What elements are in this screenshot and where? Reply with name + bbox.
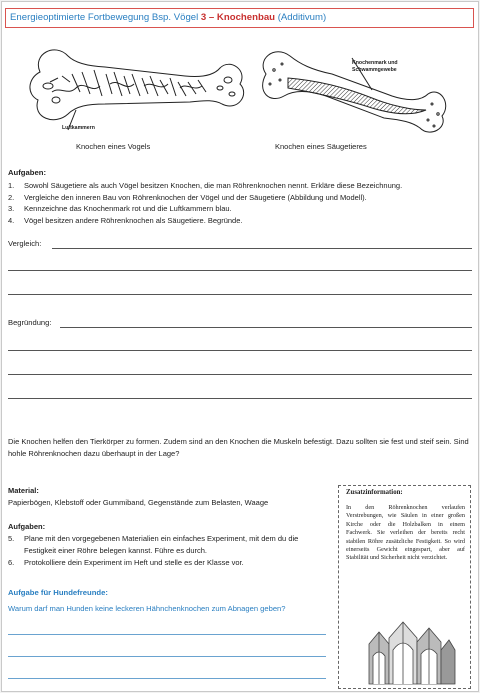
mammal-bone-caption: Knochen eines Säugetieres [275,142,367,151]
task-item: 2. Vergleiche den inneren Bau von Röhrenknochen der Vögel und der Säugetiere (Abbildung und Modell). [8,192,367,202]
reasoning-answer-line[interactable] [60,327,472,328]
bird-bone-caption: Knochen eines Vogels [76,142,151,151]
reasoning-answer-line[interactable] [8,350,472,351]
additional-info-title: Zusatzinformation: [346,489,403,496]
dog-answer-line[interactable] [8,656,326,657]
material-heading: Material: [8,486,39,495]
task-item: 5. Plane mit den vorgegebenen Materialien ein einfaches Experiment, mit dem du die Festigkeit einer Röhre belegen kannst. Führe es durch. [8,534,299,555]
material-list: Papierbögen, Klebstoff oder Gummiband, Gegenstände zum Belasten, Waage [8,498,269,507]
bird-bone-illustration [10,34,250,149]
mammal-bone-illustration [252,34,452,149]
comparison-answer-line[interactable] [8,294,472,295]
task-item: 1. Sowohl Säugetiere als auch Vögel besitzen Knochen, die man Röhrenknochen nennt. Erkläre diese Bezeichnung. [8,181,403,190]
dog-answer-line[interactable] [8,678,326,679]
cathedral-illustration [359,604,459,686]
additional-info-text: In den Röhrenknochen verlaufen Verstrebungen, wie Säulen in einer großen Kirche oder die Holzbalken in einem Fachwerk. Sie verleihen der bereits recht stabilen Röhre zusätzliche Festigkeit. So wird einerseits Gewicht eingespart, aber auf Stabilität und Sicherheit nicht verzichtet. [346,504,465,562]
worksheet-page [1,1,479,692]
reasoning-answer-line[interactable] [8,374,472,375]
reasoning-label: Begründung: [8,318,52,327]
tasks-list [8,180,473,227]
material-section [8,485,328,569]
comparison-label: Vergleich: [8,239,42,248]
tasks-heading: Aufgaben: [8,168,47,177]
dog-answer-line[interactable] [8,634,326,635]
experiment-tasks-heading: Aufgaben: [8,522,46,531]
bone-strength-paragraph: Die Knochen helfen den Tierkörper zu formen. Zudem sind an den Knochen die Muskeln befestigt. Dazu sollten sie fest und steif sein. Sind hohle Röhrenknochen dazu überhaupt in der Lage? [8,437,469,458]
bone-figures [2,34,478,159]
comparison-answer-line[interactable] [8,270,472,271]
task-item: 4. Vögel besitzen andere Röhrenknochen als Säugetiere. Begründe. [8,216,243,226]
reasoning-answer-line[interactable] [8,398,472,399]
dog-task-heading: Aufgabe für Hundefreunde: [8,588,108,597]
additional-info-box [338,485,471,689]
mammal-bone-label: Knochenmark und Schwammgewebe [352,60,398,73]
task-item: 6. Protokolliere dein Experiment im Heft und stelle es der Klasse vor. [8,558,244,567]
task-item: 3. Kennzeichne das Knochenmark rot und die Luftkammern blau. [8,204,232,214]
bird-bone-label: Luftkammern [62,125,95,131]
dog-task-question: Warum darf man Hunden keine leckeren Hähnchenknochen zum Abnagen geben? [8,604,286,613]
comparison-answer-line[interactable] [52,248,472,249]
page-title: Energieoptimierte Fortbewegung Bsp. Vögel 3 – Knochenbau (Additivum) [5,8,474,28]
